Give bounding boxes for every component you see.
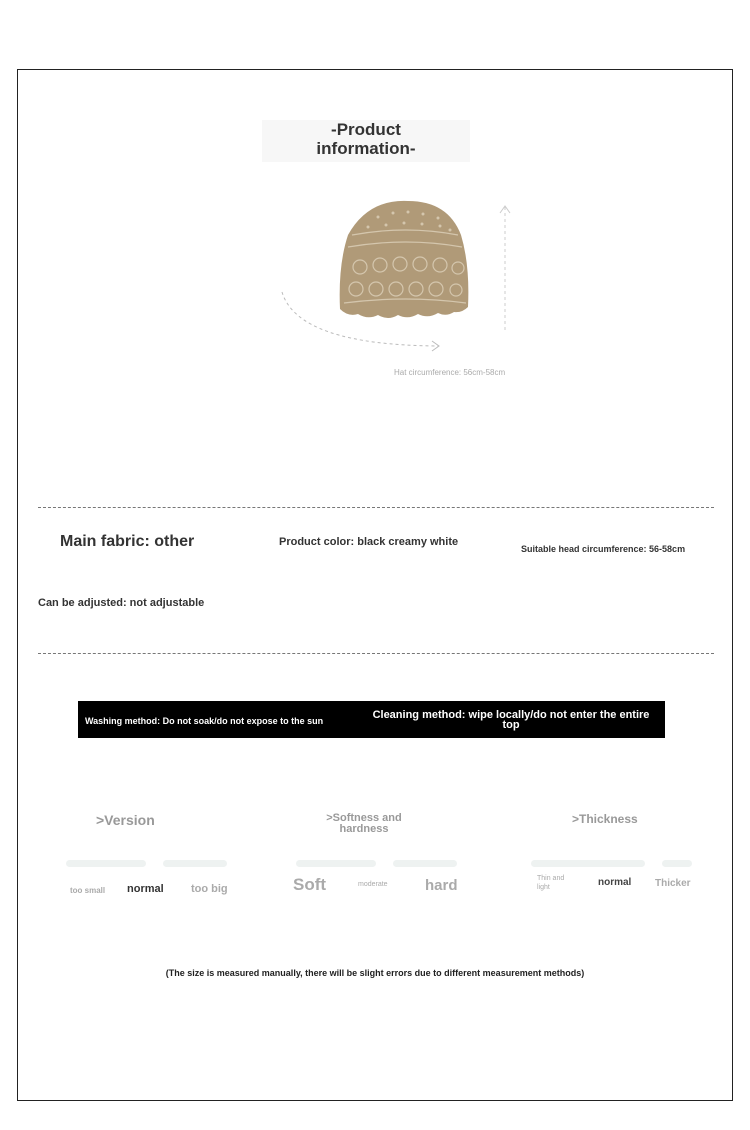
thickness-bar-left <box>531 860 645 867</box>
softness-option-hard: hard <box>425 877 458 894</box>
version-option-normal: normal <box>127 883 164 895</box>
softness-option-soft: Soft <box>293 875 327 894</box>
head-circumference-spec: Suitable head circumference: 56-58cm <box>521 544 686 554</box>
measurement-note: (The size is measured manually, there will be slight errors due to different measurement methods) <box>165 968 585 978</box>
main-fabric-spec: Main fabric: other <box>60 533 195 550</box>
adjustable-spec: Can be adjusted: not adjustable <box>38 597 205 609</box>
washing-method: Washing method: Do not soak/do not expose to the sun <box>85 716 324 726</box>
section-title <box>262 120 470 162</box>
version-option-too-small: too small <box>70 886 106 895</box>
care-instructions-band <box>78 701 665 738</box>
divider-bottom <box>38 653 714 654</box>
softness-option-moderate: moderate <box>358 881 388 888</box>
cleaning-method: Cleaning method: wipe locally/do not enter the entire top <box>372 709 650 731</box>
softness-bar-right <box>393 860 457 867</box>
softness-bar-left <box>296 860 376 867</box>
version-scale-title: >Version <box>96 812 155 828</box>
thickness-bar-right <box>662 860 692 867</box>
title-line-2: information- <box>316 139 416 158</box>
thickness-option-thin-light: Thin and light <box>537 875 565 891</box>
thickness-option-thicker: Thicker <box>655 878 691 889</box>
version-option-too-big: too big <box>191 883 228 895</box>
title-line-1: -Product <box>331 120 401 139</box>
product-color-spec: Product color: black creamy white <box>279 536 459 548</box>
thickness-option-normal: normal <box>598 877 632 888</box>
version-bar-right <box>163 860 227 867</box>
version-bar-left <box>66 860 146 867</box>
crochet-hat <box>340 201 469 318</box>
hat-circumference-caption: Hat circumference: 56cm-58cm <box>394 368 506 377</box>
divider-top <box>38 507 714 508</box>
hat-illustration <box>278 195 528 360</box>
thickness-scale-title: >Thickness <box>572 812 638 826</box>
softness-scale-title: >Softness and hardness <box>326 812 402 835</box>
